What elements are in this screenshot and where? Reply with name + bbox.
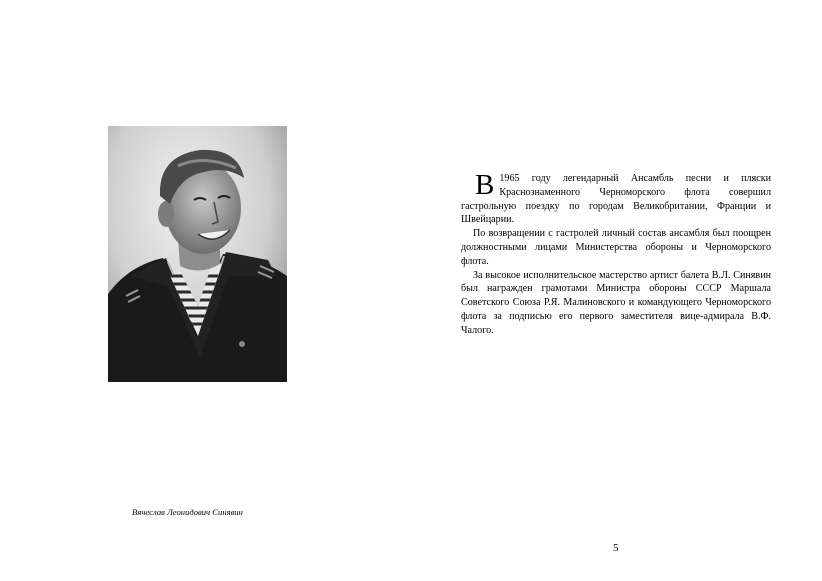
portrait-photo	[108, 126, 287, 382]
portrait-image	[108, 126, 287, 382]
paragraph-3: За высокое исполнительское мастерство артист балета В.Л. Синявин был награжден грамотами Министра обороны СССР Маршала Советского Союза Р.Я. Малиновского и командующего Черноморского флота за подписью его первого заместителя вице-адмирала В.Ф. Чалого.	[461, 269, 771, 336]
drop-cap: В	[475, 169, 495, 201]
paragraph-2: По возвращении с гастролей личный состав ансамбля был поощрен должностными лицами Министерства обороны и Черноморского флота.	[461, 228, 771, 267]
photo-caption: Вячеслав Леонидович Синявин	[132, 507, 243, 517]
paragraph-1-text: 1965 году легендарный Ансамбль песни и пляски Краснознаменного Черноморского флота совершил гастрольную поездку по городам Великобритании, Франции и Швейцарии.	[461, 173, 771, 226]
page-number: 5	[613, 542, 619, 554]
paragraph-1	[461, 169, 771, 227]
article-text	[461, 169, 771, 338]
